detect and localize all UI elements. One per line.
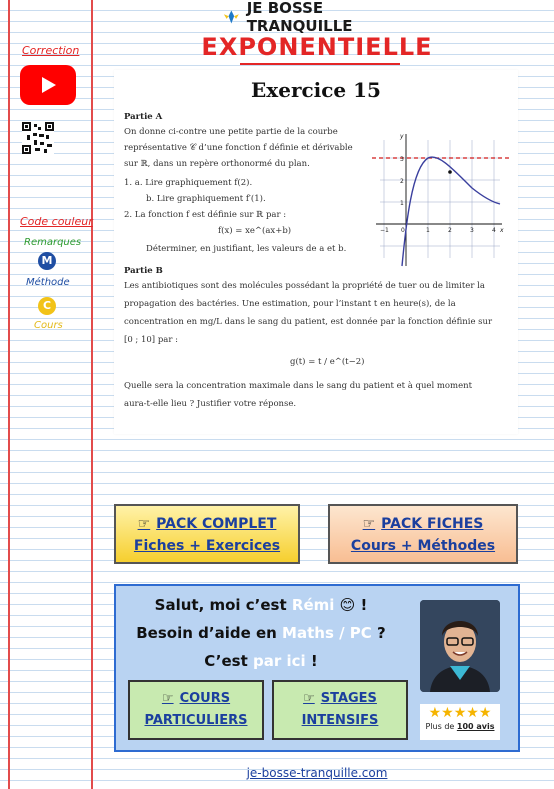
partB-line-2: propagation des bactéries. Une estimation, pour l’instant t en heure(s), de la — [124, 299, 456, 309]
x-tick-2: 2 — [448, 227, 452, 234]
qr-code-icon[interactable] — [22, 122, 54, 154]
promo-panel — [114, 584, 520, 752]
pointing-hand-icon: ☞ — [303, 691, 315, 706]
partB-formula: g(t) = t / e^(t−2) — [290, 357, 365, 367]
partB-line-1: Les antibiotiques sont des molécules possédant la propriété de tuer ou de limiter la — [124, 281, 485, 291]
x-tick-4: 4 — [492, 227, 496, 234]
y-tick-2: 2 — [400, 178, 404, 185]
cours-label: Cours — [34, 320, 63, 331]
rating-count: Plus de 100 avis — [425, 722, 495, 731]
question-2: 2. La fonction f est définie sur ℝ par : — [124, 210, 287, 220]
rating-stars: ★★★★★ — [428, 705, 492, 721]
y-tick-1: 1 — [400, 200, 404, 207]
title-underline — [240, 63, 400, 65]
partB-title: Partie B — [124, 266, 163, 276]
y-axis-label: y — [400, 133, 404, 140]
exercise-title: Exercice 15 — [251, 78, 381, 102]
x-tick-3: 3 — [470, 227, 474, 234]
brand-logo[interactable] — [222, 0, 422, 35]
correction-label: Correction — [22, 44, 80, 57]
question-2-formula: f(x) = xe^(ax+b) — [218, 226, 292, 236]
pack-complet-label: PACK COMPLET — [156, 516, 277, 532]
promo-help: Besoin d’aide en Maths / PC ? — [136, 624, 386, 642]
y-tick-3: 3 — [400, 156, 404, 163]
partA-title: Partie A — [124, 112, 163, 122]
cours-icon: C — [38, 297, 56, 315]
footer-link[interactable]: je-bosse-tranquille.com — [246, 766, 388, 780]
promo-link-line[interactable]: C’est par ici ! — [204, 652, 318, 670]
methode-icon: M — [38, 252, 56, 270]
page-title: EXPONENTIELLE — [201, 33, 433, 61]
methode-label: Méthode — [26, 277, 70, 288]
exercise-card — [114, 70, 518, 434]
pointing-hand-icon: ☞ — [161, 691, 174, 706]
promo-greeting: Salut, moi c’est Rémi 😊 ! — [154, 596, 368, 614]
remarques-label: Remarques — [24, 237, 82, 248]
stages-intensifs-button[interactable]: ☞ STAGES INTENSIFS — [272, 680, 408, 740]
partA-line-2: représentative 𝒞 d’une fonction f définie et dérivable — [124, 143, 353, 153]
tutor-photo — [420, 600, 500, 692]
brand-name: JE BOSSE TRANQUILLE — [246, 0, 353, 35]
pack-complet-sublabel: Fiches + Exercices — [133, 538, 281, 554]
partB-question-1: Quelle sera la concentration maximale dans le sang du patient et à quel moment — [124, 381, 473, 391]
x-tick-1: 1 — [426, 227, 430, 234]
cours-particuliers-button[interactable]: ☞ COURS PARTICULIERS — [128, 680, 264, 740]
youtube-icon[interactable] — [20, 65, 76, 105]
rating-box[interactable] — [420, 704, 500, 740]
function-graph — [372, 128, 514, 270]
partB-question-2: aura-t-elle lieu ? Justifier votre réponse. — [124, 399, 297, 409]
pack-fiches-sublabel: Cours + Méthodes — [350, 538, 496, 554]
x-axis-label: x — [500, 227, 504, 234]
margin-line-left — [8, 0, 10, 789]
pointing-hand-icon: ☞ — [137, 516, 151, 532]
question-2-task: Déterminer, en justifiant, les valeurs de a et b. — [146, 244, 347, 254]
pointing-hand-icon: ☞ — [362, 516, 376, 532]
pack-fiches-button[interactable] — [328, 504, 518, 564]
question-1b: b. Lire graphiquement f′(1). — [146, 194, 266, 204]
partB-line-4: [0 ; 10] par : — [124, 335, 178, 345]
code-couleur-label: Code couleur — [20, 215, 93, 228]
brand-icon — [222, 8, 241, 26]
x-tick-0: 0 — [401, 227, 405, 234]
margin-line-right — [91, 0, 93, 789]
partA-line-1: On donne ci-contre une petite partie de la courbe — [124, 127, 338, 137]
partA-line-3: sur ℝ, dans un repère orthonormé du plan. — [124, 159, 310, 169]
question-1a: 1. a. Lire graphiquement f(2). — [124, 178, 253, 188]
partB-line-3: concentration en mg/L dans le sang du patient, est donnée par la fonction définie sur — [124, 317, 493, 327]
x-tick-neg1: −1 — [380, 227, 389, 234]
pack-fiches-label: PACK FICHES — [381, 516, 484, 532]
pack-complet-button[interactable] — [114, 504, 300, 564]
